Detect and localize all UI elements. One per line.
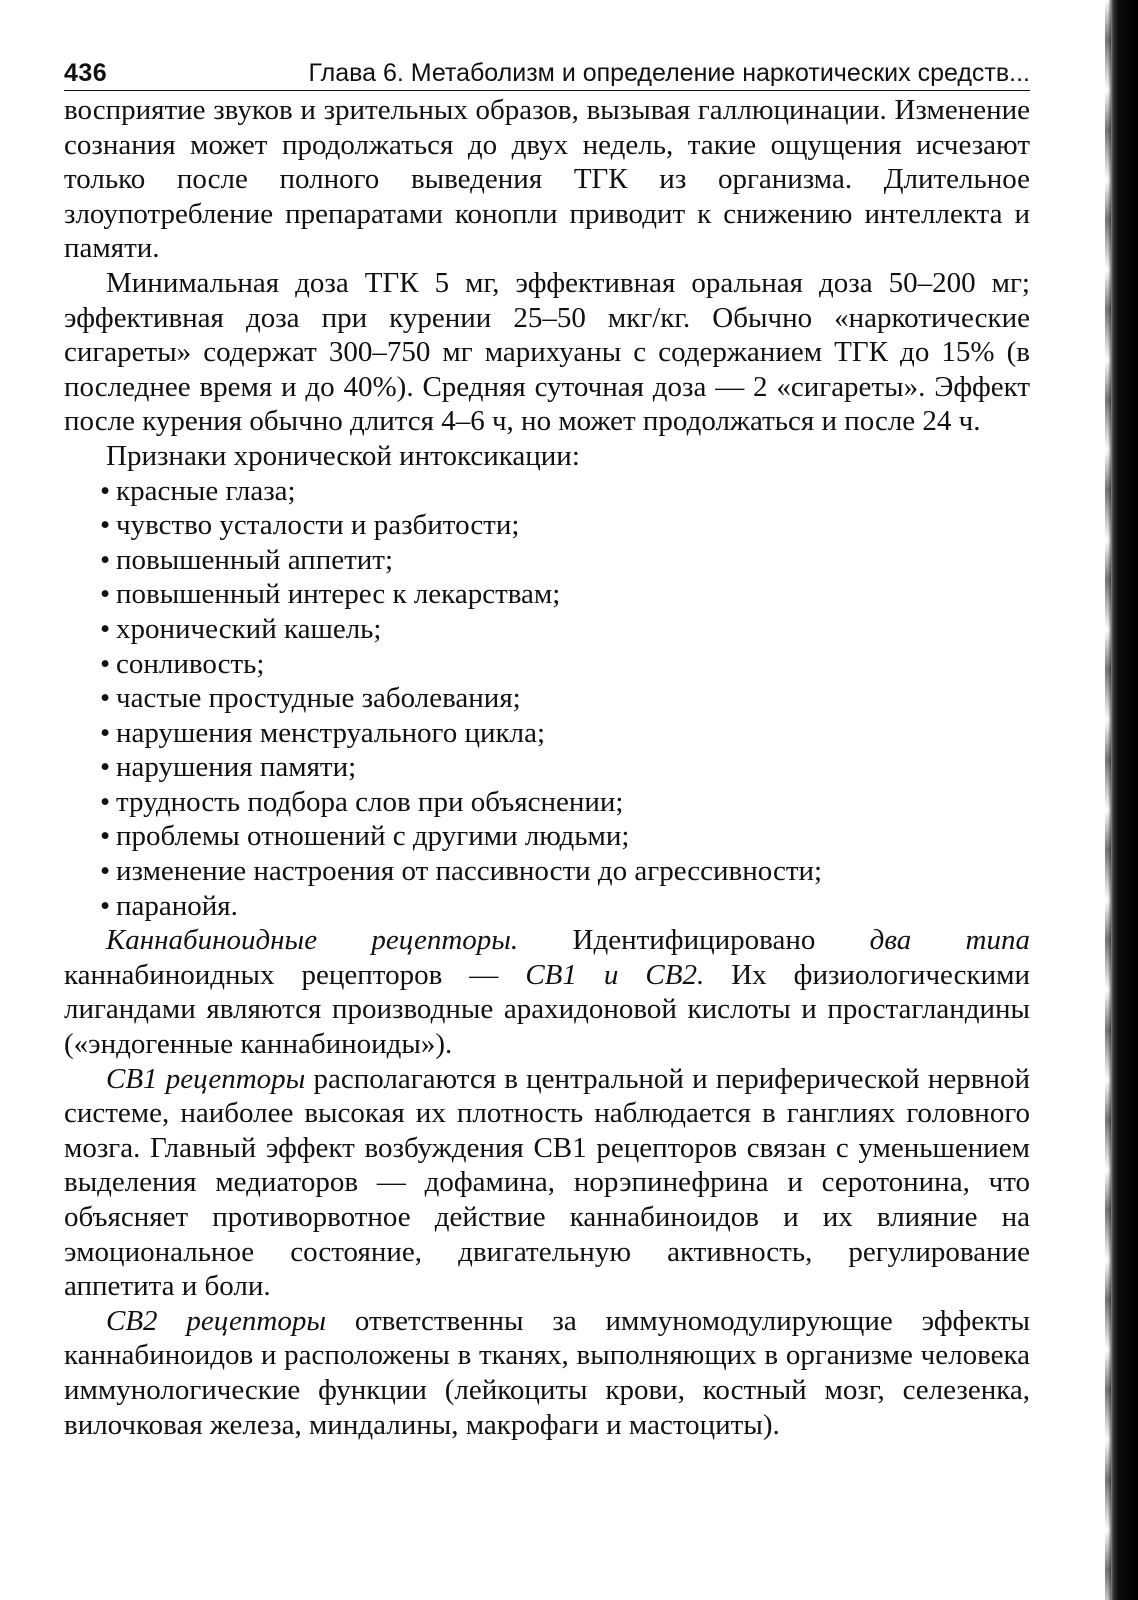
list-item: • нарушения менструального цикла; xyxy=(100,716,1030,751)
running-head xyxy=(64,58,1030,91)
term-cannabinoid-receptors: Каннабиноидные рецепторы. xyxy=(106,924,519,957)
text-segment: Идентифицировано xyxy=(518,924,870,957)
scan-binding-shadow xyxy=(1105,0,1111,1600)
list-item: • трудность подбора слов при объяснении; xyxy=(100,785,1030,820)
text-segment: Их физиологическими лигандами являются производные арахидоновой кислоты и простагландины («эндогенные каннабиноиды»). xyxy=(64,958,1030,1061)
chapter-title: Глава 6. Метаболизм и определение наркотических средств... xyxy=(308,59,1030,87)
list-item: • повышенный аппетит; xyxy=(100,543,1030,578)
list-item: • красные глаза; xyxy=(100,474,1030,509)
list-item: • нарушения памяти; xyxy=(100,750,1030,785)
paragraph-dosage: Минимальная доза ТГК 5 мг, эффективная оральная доза 50–200 мг; эффективная доза при курении 25–50 мкг/кг. Обычно «наркотические сигареты» содержат 300–750 мг марихуаны с содержанием ТГК до 15% (в последнее время и до 40%). Средняя суточная доза — 2 «сигареты». Эффект после курения обычно длится 4–6 ч, но может продолжаться и после 24 ч. xyxy=(64,266,1030,438)
paragraph-continuation: восприятие звуков и зрительных образов, вызывая галлюцинации. Изменение сознания может продолжаться до двух недель, такие ощущения исчезают только после полного выведения ТГК из организма. Длительное злоупотребление препаратами конопли приводит к снижению интеллекта и памяти. xyxy=(64,94,1030,265)
paragraph-cb1 xyxy=(64,1062,1030,1304)
list-item: • повышенный интерес к лекарствам; xyxy=(100,577,1030,612)
text-segment: располагаются в центральной и периферической нервной системе, наиболее высокая их плотность наблюдается в ганглиях головного мозга. Главный эффект возбуждения CB1 рецепторов связан с уменьшением выделения медиаторов — дофамина, норэпинефрина и серотонина, что объясняет противорвотное действие каннабиноидов и их влияние на эмоциональное состояние, двигательную активность, регулирование аппетита и боли. xyxy=(64,1062,1030,1303)
term-cb1-cb2: CB1 и CB2. xyxy=(525,958,705,991)
scan-binding-edge xyxy=(1108,0,1138,1600)
text-segment: каннабиноидных рецепторов — xyxy=(64,958,526,991)
paragraph-cannabinoid-receptors xyxy=(64,923,1030,1061)
list-item: • сонливость; xyxy=(100,647,1030,682)
term-two-types: два типа xyxy=(869,924,1030,957)
list-item: • паранойя. xyxy=(100,889,1030,924)
page-number: 436 xyxy=(64,59,108,87)
text-segment: ответственны за иммуномодулирующие эффекты каннабиноидов и расположены в тканях, выполняющих в организме человека иммунологические функции (лейкоциты крови, костный мозг, селезенка, вилочковая железа, миндалины, макрофаги и мастоциты). xyxy=(64,1304,1031,1441)
list-item: • изменение настроения от пассивности до агрессивности; xyxy=(100,854,1030,889)
list-intro: Признаки хронической интоксикации: xyxy=(106,439,580,472)
symptom-list xyxy=(64,474,1030,924)
term-cb2-receptors: CB2 рецепторы xyxy=(106,1304,326,1337)
list-item: • чувство усталости и разбитости; xyxy=(100,508,1030,543)
list-item: • проблемы отношений с другими людьми; xyxy=(100,819,1030,854)
paragraph-cb2 xyxy=(64,1304,1030,1442)
book-page xyxy=(64,58,1030,1442)
list-item: • частые простудные заболевания; xyxy=(100,681,1030,716)
list-item: • хронический кашель; xyxy=(100,612,1030,647)
term-cb1-receptors: CB1 рецепторы xyxy=(106,1062,306,1095)
